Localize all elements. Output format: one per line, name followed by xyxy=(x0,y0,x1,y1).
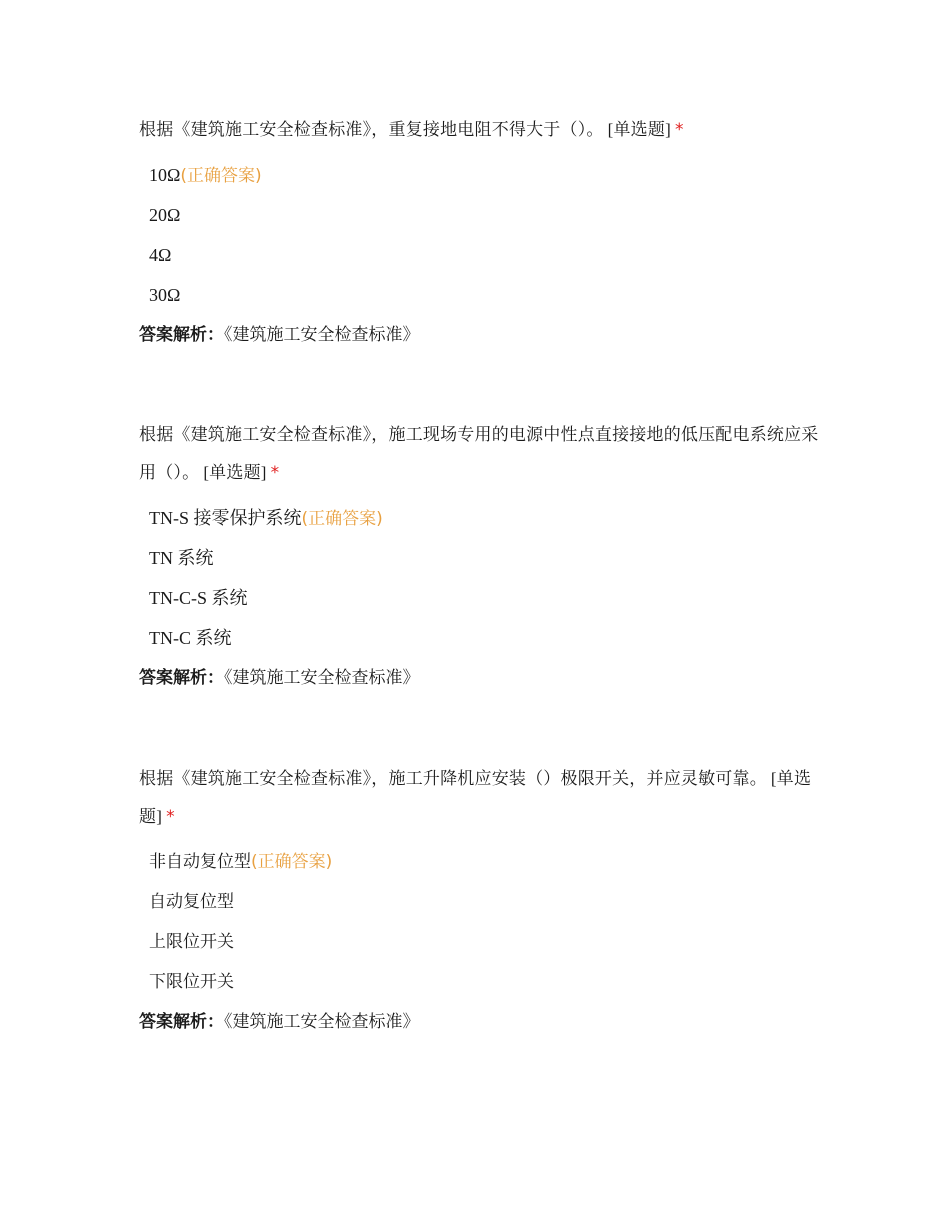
option-list xyxy=(139,155,819,315)
correct-answer-mark: (正确答案) xyxy=(251,852,333,872)
option-label: 20Ω xyxy=(149,205,181,225)
option-item xyxy=(149,275,819,315)
option-item xyxy=(149,195,819,235)
option-label: 4Ω xyxy=(149,245,172,265)
analysis-text: 《建筑施工安全检查标准》 xyxy=(224,325,420,345)
option-label: TN-C 系统 xyxy=(149,628,232,648)
option-label: 30Ω xyxy=(149,285,181,305)
question-1 xyxy=(139,111,819,355)
question-type-tag: [单选题] xyxy=(203,463,267,482)
option-item xyxy=(149,538,819,578)
required-star: * xyxy=(674,120,684,140)
correct-answer-mark: (正确答案) xyxy=(301,509,383,529)
question-2 xyxy=(139,416,819,698)
question-stem: 根据《建筑施工安全检查标准》，施工升降机应安装（）极限开关，并应灵敏可靠。 xyxy=(139,769,767,789)
option-label: 下限位开关 xyxy=(149,972,234,992)
option-item xyxy=(149,235,819,275)
option-item xyxy=(149,618,819,658)
option-list xyxy=(139,842,819,1002)
question-type-tag: [单选题] xyxy=(607,120,671,139)
question-text xyxy=(139,760,819,836)
correct-answer-mark: (正确答案) xyxy=(180,166,262,186)
question-stem: 根据《建筑施工安全检查标准》，重复接地电阻不得大于（）。 xyxy=(139,120,604,140)
option-label: 非自动复位型 xyxy=(149,852,251,872)
question-3 xyxy=(139,760,819,1042)
option-item xyxy=(149,842,819,882)
question-text xyxy=(139,416,819,492)
question-stem: 根据《建筑施工安全检查标准》，施工现场专用的电源中性点直接接地的低压配电系统应采用（）。 xyxy=(139,425,819,483)
analysis-label: 答案解析： xyxy=(139,1012,224,1032)
question-text xyxy=(139,111,819,149)
option-label: 自动复位型 xyxy=(149,892,234,912)
analysis-text: 《建筑施工安全检查标准》 xyxy=(224,1012,420,1032)
answer-analysis xyxy=(139,315,819,355)
analysis-label: 答案解析： xyxy=(139,325,224,345)
option-item xyxy=(149,578,819,618)
option-label: TN-C-S 系统 xyxy=(149,588,248,608)
option-item xyxy=(149,498,819,538)
option-list xyxy=(139,498,819,658)
answer-analysis xyxy=(139,658,819,698)
analysis-text: 《建筑施工安全检查标准》 xyxy=(224,668,420,688)
analysis-label: 答案解析： xyxy=(139,668,224,688)
question-type-tag: [单选题] xyxy=(139,769,812,826)
option-label: 10Ω xyxy=(149,165,181,185)
option-item xyxy=(149,922,819,962)
option-item xyxy=(149,882,819,922)
option-label: TN-S 接零保护系统 xyxy=(149,508,302,528)
option-label: TN 系统 xyxy=(149,548,214,568)
answer-analysis xyxy=(139,1002,819,1042)
required-star: * xyxy=(166,807,175,827)
option-item xyxy=(149,962,819,1002)
required-star: * xyxy=(270,463,280,483)
option-item xyxy=(149,155,819,195)
option-label: 上限位开关 xyxy=(149,932,234,952)
